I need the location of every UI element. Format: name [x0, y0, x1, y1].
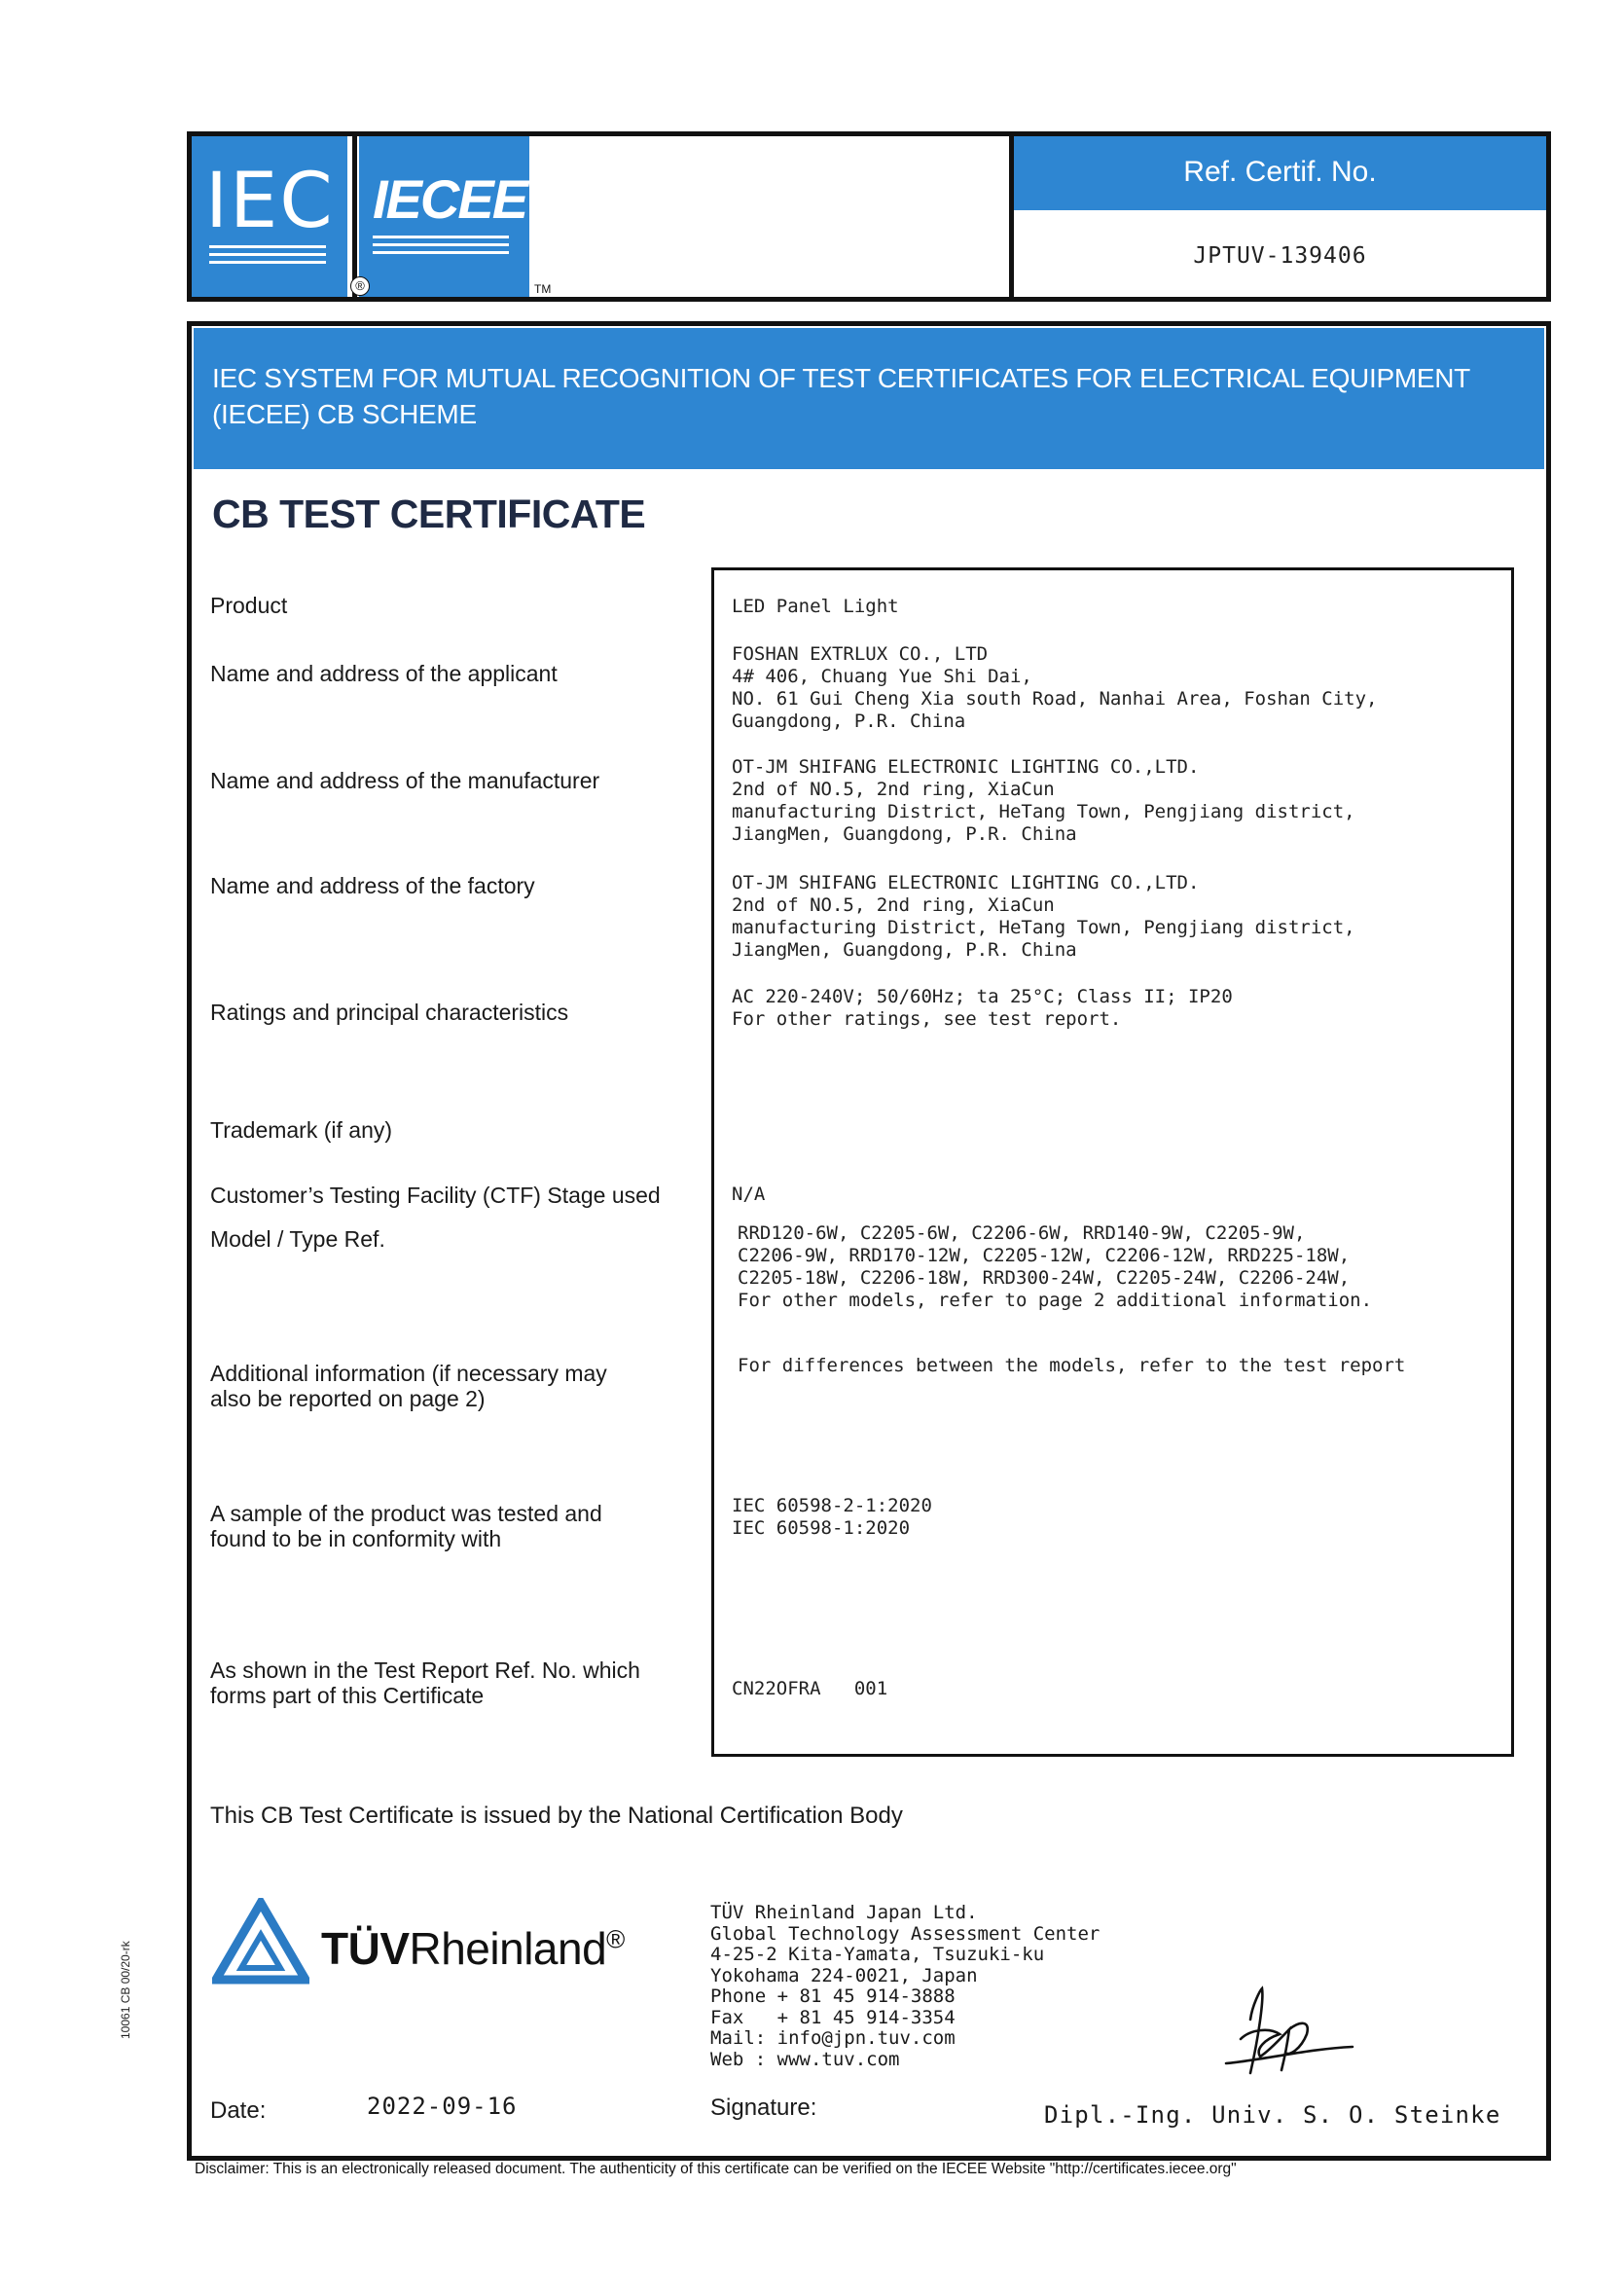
iecee-logo-line	[373, 236, 509, 238]
iec-logo-line	[209, 253, 326, 256]
field-label-model: Model / Type Ref.	[210, 1226, 385, 1252]
tuv-logo-regular: Rheinland	[409, 1923, 607, 1974]
field-label-ctf-stage: Customer’s Testing Facility (CTF) Stage used	[210, 1183, 661, 1208]
field-label-manufacturer: Name and address of the manufacturer	[210, 768, 600, 793]
disclaimer-text: Disclaimer: This is an electronically released document. The authenticity of this certificate can be verified on the IECEE Website "http://certificates.iecee.org"	[195, 2161, 1237, 2177]
ref-number: JPTUV-139406	[1193, 243, 1367, 269]
scheme-title-line: (IECEE) CB SCHEME	[212, 399, 477, 429]
certificate-data-box	[711, 567, 1514, 1757]
field-value-model: RRD120-6W, C2205-6W, C2206-6W, RRD140-9W, C2205-9W, C2206-9W, RRD170-12W, C2205-12W, C2206-12W, RRD225-18W, C2205-18W, C2206-18W, RRD300-24W, C2205-24W, C2206-24W, For other models, refer to page 2 additional information.	[738, 1222, 1373, 1311]
ncb-address: TÜV Rheinland Japan Ltd. Global Technology Assessment Center 4-25-2 Kita-Yamata, Tsuzuki-ku Yokohama 224-0021, Japan Phone + 81 45 914-3888 Fax + 81 45 914-3354 Mail: info@jpn.tuv.com Web : www.tuv.com	[710, 1902, 1101, 2070]
signature-label: Signature:	[710, 2095, 817, 2121]
iec-iecee-logo	[192, 136, 550, 297]
tuv-registered-mark: ®	[606, 1924, 625, 1954]
field-value-ratings: AC 220-240V; 50/60Hz; ta 25°C; Class II; IP20 For other ratings, see test report.	[732, 986, 1233, 1030]
iec-logo-line	[209, 245, 326, 248]
field-value-ctf-stage: N/A	[732, 1184, 766, 1205]
field-label-factory: Name and address of the factory	[210, 873, 535, 898]
field-value-factory: OT-JM SHIFANG ELECTRONIC LIGHTING CO.,LTD. 2nd of NO.5, 2nd ring, XiaCun manufacturing District, HeTang Town, Pengjiang district, JiangMen, Guangdong, P.R. China	[732, 872, 1355, 961]
tuv-logo-bold: TÜV	[321, 1923, 410, 1974]
field-label-trademark: Trademark (if any)	[210, 1117, 393, 1143]
scheme-title	[212, 360, 1516, 432]
field-label-applicant: Name and address of the applicant	[210, 661, 558, 686]
registered-mark: ®	[350, 276, 370, 296]
tm-mark: TM	[534, 282, 552, 296]
iec-logo-text: IEC	[205, 158, 335, 245]
field-value-conformity: IEC 60598-2-1:2020 IEC 60598-1:2020	[732, 1495, 932, 1539]
date-value: 2022-09-16	[367, 2093, 518, 2120]
field-label-test-report-ref: As shown in the Test Report Ref. No. which forms part of this Certificate	[210, 1658, 640, 1708]
iec-logo-line	[209, 261, 326, 264]
field-value-applicant: FOSHAN EXTRLUX CO., LTD 4# 406, Chuang Yue Shi Dai, NO. 61 Gui Cheng Xia south Road, Nanhai Area, Foshan City, Guangdong, P.R. China	[732, 643, 1378, 732]
issued-by-statement: This CB Test Certificate is issued by the National Certification Body	[210, 1803, 903, 1829]
scheme-title-line: IEC SYSTEM FOR MUTUAL RECOGNITION OF TEST CERTIFICATES FOR ELECTRICAL EQUIPMENT	[212, 363, 1470, 393]
logo-divider-line	[352, 136, 357, 297]
ref-certificate-box	[1009, 136, 1546, 297]
form-side-code: 10061 CB 00/20-rk	[119, 1941, 132, 2039]
iecee-logo-line	[373, 251, 509, 254]
field-value-manufacturer: OT-JM SHIFANG ELECTRONIC LIGHTING CO.,LTD. 2nd of NO.5, 2nd ring, XiaCun manufacturing District, HeTang Town, Pengjiang district, JiangMen, Guangdong, P.R. China	[732, 756, 1355, 845]
handwritten-signature	[1192, 1981, 1367, 2088]
field-label-additional-info: Additional information (if necessary may also be reported on page 2)	[210, 1361, 607, 1411]
field-value-product: LED Panel Light	[732, 596, 899, 617]
date-label: Date:	[210, 2097, 267, 2124]
field-label-ratings: Ratings and principal characteristics	[210, 1000, 569, 1025]
field-label-conformity: A sample of the product was tested and found to be in conformity with	[210, 1501, 602, 1551]
tuv-logo-text	[321, 1922, 625, 1975]
field-value-additional-info: For differences between the models, refer to the test report	[738, 1355, 1406, 1376]
field-value-test-report-ref: CN22OFRA 001	[732, 1678, 888, 1699]
certificate-title: CB TEST CERTIFICATE	[212, 492, 646, 536]
field-label-product: Product	[210, 593, 288, 618]
tuv-triangle-icon	[212, 1898, 309, 1985]
signatory-name: Dipl.-Ing. Univ. S. O. Steinke	[1044, 2101, 1501, 2129]
ref-label: Ref. Certif. No.	[1183, 156, 1377, 188]
iecee-logo-line	[373, 243, 509, 246]
iecee-logo-text: IECEE	[373, 168, 527, 230]
